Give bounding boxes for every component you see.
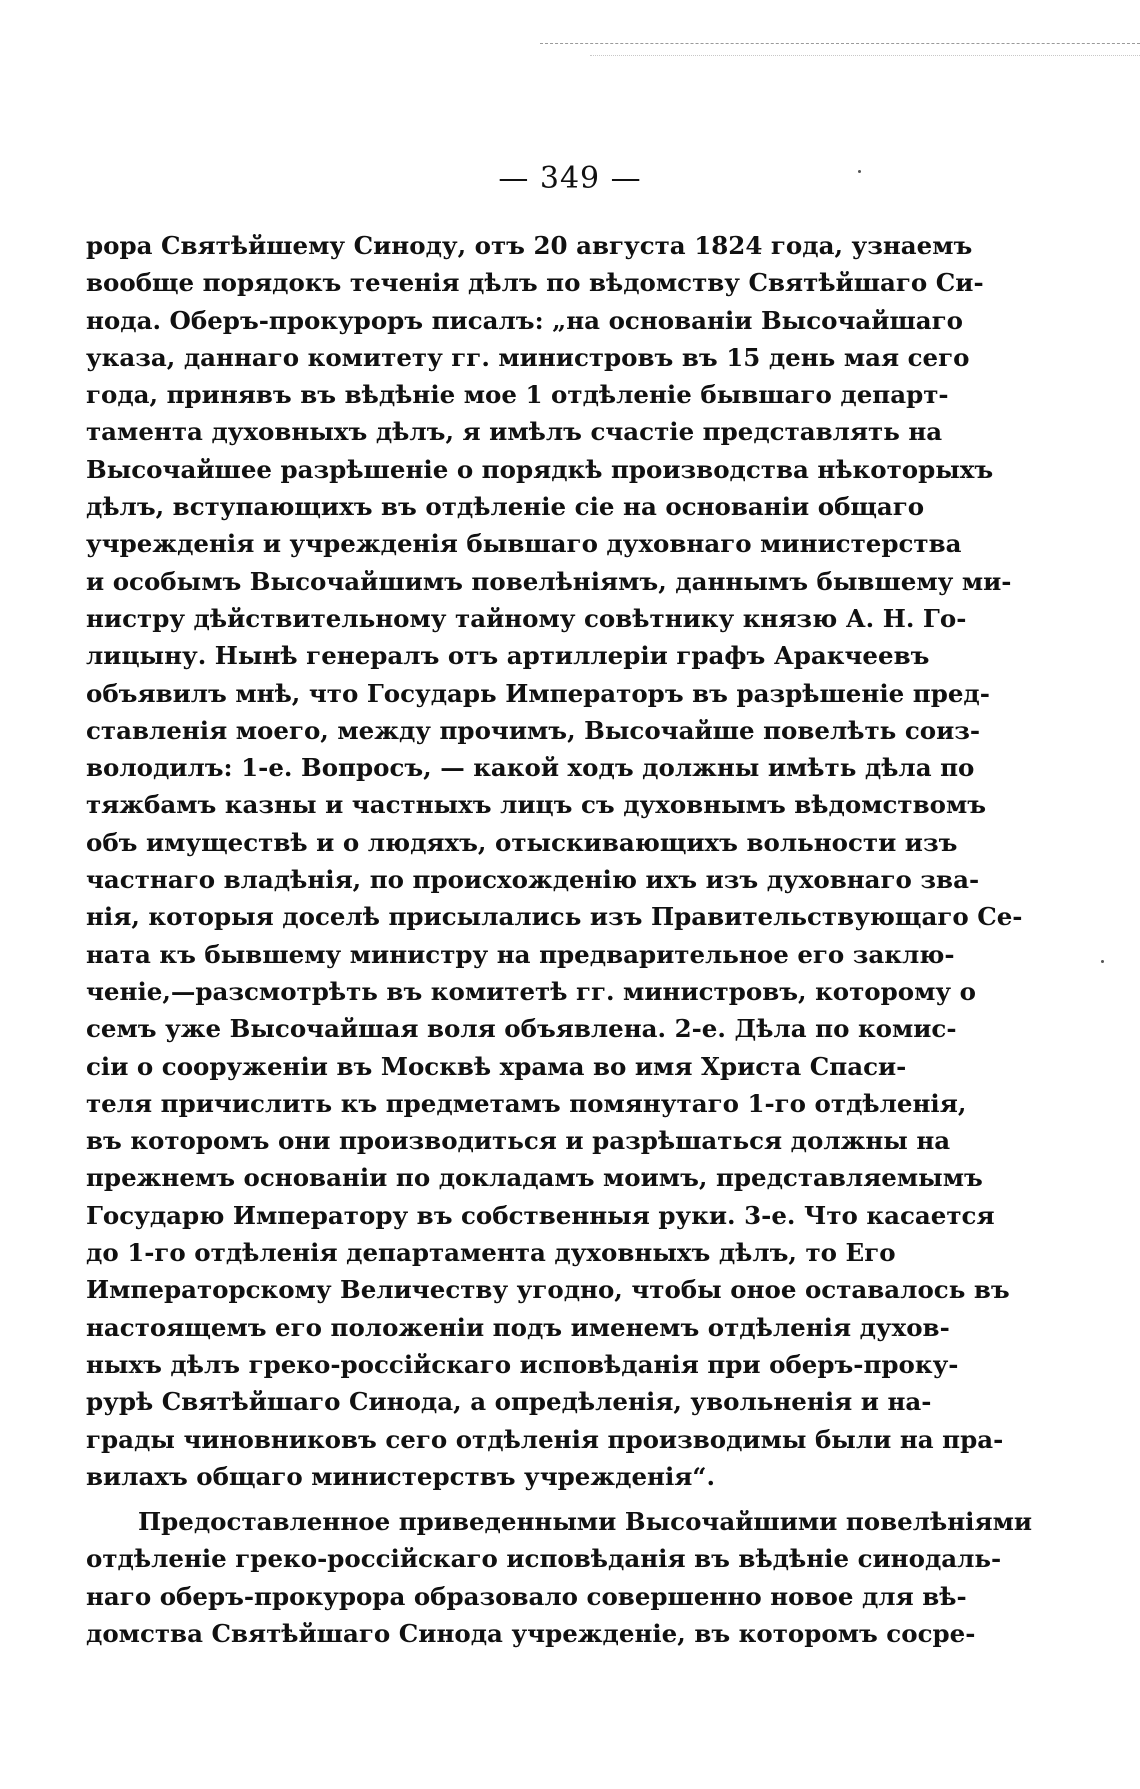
paragraph (86, 227, 1023, 1495)
text-line: ныхъ дѣлъ греко-россійскаго исповѣданія при оберъ-проку- (86, 1349, 959, 1379)
text-line: лицыну. Нынѣ генералъ отъ артиллеріи графъ Аракчеевъ (86, 641, 930, 671)
text-line: объ имуществѣ и о людяхъ, отыскивающихъ вольности изъ (86, 827, 958, 857)
text-line: года, принявъ въ вѣдѣніе мое 1 отдѣленіе бывшаго департ- (86, 380, 949, 410)
text-line: тамента духовныхъ дѣлъ, я имѣлъ счастіе представлять на (86, 417, 943, 447)
text-line: володилъ: 1-е. Вопросъ, — какой ходъ должны имѣть дѣла по (86, 753, 975, 783)
text-line: вилахъ общаго министерствъ учрежденія“. (86, 1461, 715, 1491)
text-line: домства Святѣйшаго Синода учрежденіе, въ которомъ сосре- (86, 1618, 976, 1648)
paragraph (86, 1503, 1033, 1652)
text-line: ната къ бывшему министру на предварительное его заклю- (86, 939, 955, 969)
text-line: отдѣленіе греко-россійскаго исповѣданія въ вѣдѣніе синодаль- (86, 1544, 1002, 1574)
text-line: сіи о сооруженіи въ Москвѣ храма во имя Христа Спаси- (86, 1051, 907, 1081)
text-line: рурѣ Святѣйшаго Синода, а опредѣленія, увольненія и на- (86, 1387, 932, 1417)
text-line: наго оберъ-прокурора образовало совершенно новое для вѣ- (86, 1581, 967, 1611)
body-text (86, 227, 1033, 1652)
text-line: учрежденія и учрежденія бывшаго духовнаго министерства (86, 529, 962, 559)
text-line: Государю Императору въ собственныя руки. 3-е. Что касается (86, 1200, 995, 1230)
text-line: Высочайшее разрѣшеніе о порядкѣ производства нѣкоторыхъ (86, 454, 994, 484)
page-number: — 349 — (498, 161, 642, 196)
text-line: Предоставленное приведенными Высочайшими повелѣніями (138, 1507, 1033, 1537)
text-line: Императорскому Величеству угодно, чтобы оное оставалось въ (86, 1275, 1010, 1305)
text-line: нистру дѣйствительному тайному совѣтнику князю А. Н. Го- (86, 603, 967, 633)
text-line: рора Святѣйшему Синоду, отъ 20 августа 1824 года, узнаемъ (86, 231, 973, 260)
text-line: грады чиновниковъ сего отдѣленія производимы были на пра- (86, 1424, 1004, 1454)
text-line: семъ уже Высочайшая воля объявлена. 2-е. Дѣла по комис- (86, 1014, 957, 1044)
text-line: нія, которыя доселѣ присылались изъ Правительствующаго Се- (86, 902, 1023, 932)
text-line: вообще порядокъ теченія дѣлъ по вѣдомству Святѣйшаго Си- (86, 268, 984, 298)
top-edge-rule-faint (590, 55, 1140, 56)
text-line: объявилъ мнѣ, что Государь Императоръ въ разрѣшеніе пред- (86, 678, 990, 708)
text-line: настоящемъ его положеніи подъ именемъ отдѣленія духов- (86, 1312, 950, 1342)
text-line: ченіе,—разсмотрѣть въ комитетѣ гг. министровъ, которому о (86, 976, 976, 1006)
text-line: теля причислить къ предметамъ помянутаго 1-го отдѣленія, (86, 1088, 967, 1118)
text-line: въ которомъ они производиться и разрѣшаться должны на (86, 1126, 951, 1156)
top-edge-rule (540, 43, 1140, 44)
text-line: ставленія моего, между прочимъ, Высочайше повелѣть соиз- (86, 715, 981, 745)
text-line: и особымъ Высочайшимъ повелѣніямъ, даннымъ бывшему ми- (86, 566, 1012, 596)
paragraph-gap (86, 1495, 861, 1503)
scan-speck (1101, 960, 1104, 963)
text-line: нода. Оберъ-прокуроръ писалъ: „на основаніи Высочайшаго (86, 305, 964, 335)
text-line: тяжбамъ казны и частныхъ лицъ съ духовнымъ вѣдомствомъ (86, 790, 987, 820)
text-line: указа, даннаго комитету гг. министровъ въ 15 день мая сего (86, 342, 970, 372)
text-line: до 1-го отдѣленія департамента духовныхъ дѣлъ, то Его (86, 1238, 896, 1268)
text-line: дѣлъ, вступающихъ въ отдѣленіе сіе на основаніи общаго (86, 492, 925, 522)
text-line: прежнемъ основаніи по докладамъ моимъ, представляемымъ (86, 1163, 983, 1193)
text-line: частнаго владѣнія, по происхожденію ихъ изъ духовнаго зва- (86, 865, 980, 895)
